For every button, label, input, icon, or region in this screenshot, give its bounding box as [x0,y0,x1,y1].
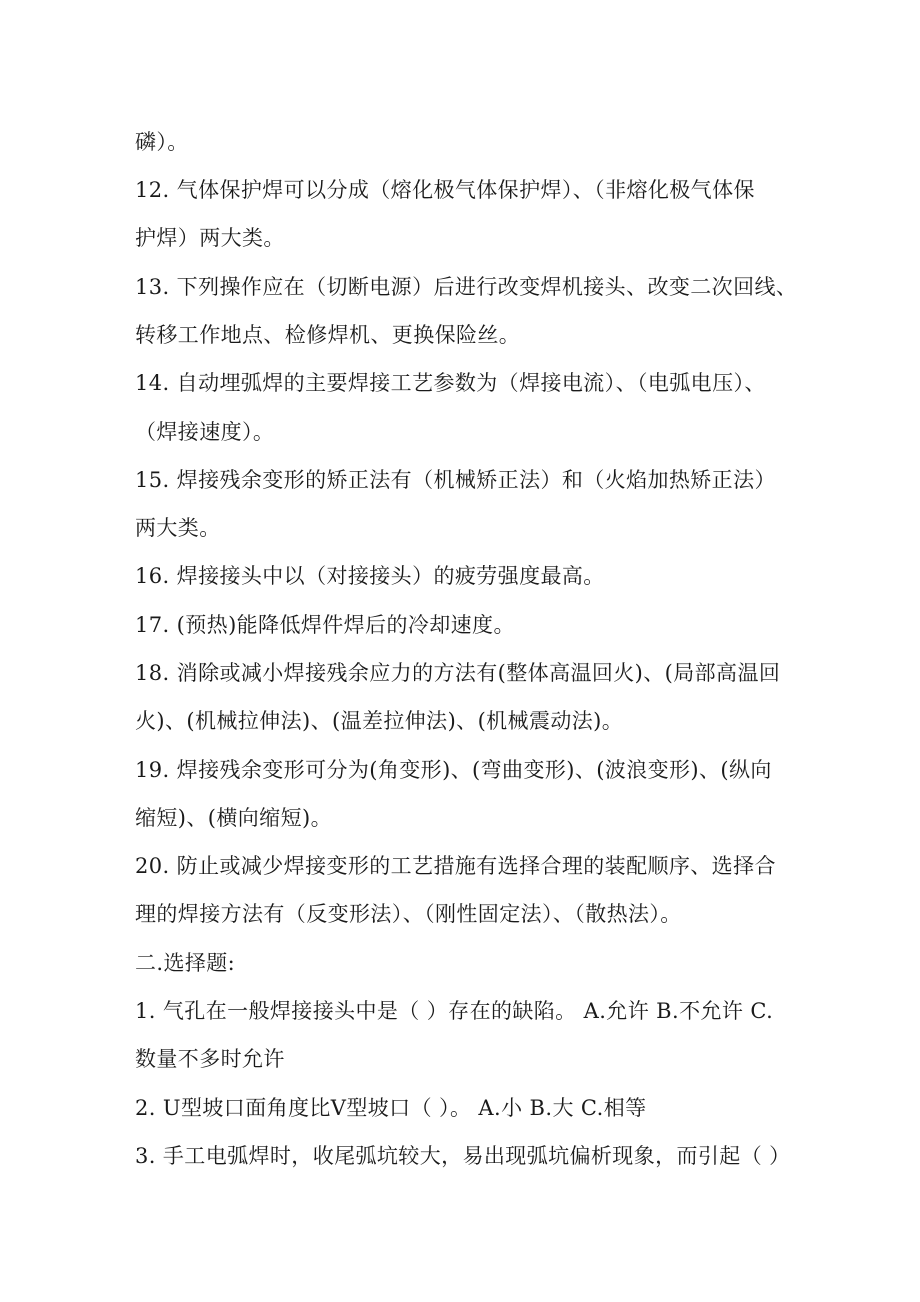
text-line: 理的焊接方法有（反变形法）、（刚性固定法）、（散热法）。 [135,902,682,926]
text-line: 火)、(机械拉伸法)、(温差拉伸法)、(机械震动法)。 [135,709,624,733]
text-line: 19. 焊接残余变形可分为(角变形)、(弯曲变形)、(波浪变形)、(纵向 [135,758,772,782]
text-line: 两大类。 [135,516,221,540]
text-line: 1. 气孔在一般焊接接头中是（ ）存在的缺陷。 A.允许 B.不允许 C. [135,999,774,1023]
text-line: 磷）。 [135,130,189,154]
text-line: （焊接速度）。 [135,420,275,444]
text-line: 15. 焊接残余变形的矫正法有（机械矫正法）和（火焰加热矫正法） [135,468,776,492]
text-line: 14. 自动埋弧焊的主要焊接工艺参数为（焊接电流）、（电弧电压）、 [135,371,766,395]
text-line: 13. 下列操作应在（切断电源）后进行改变焊机接头、改变二次回线、 [135,275,798,299]
text-line: 缩短)、(横向缩短)。 [135,806,332,830]
text-line: 20. 防止或减少焊接变形的工艺措施有选择合理的装配顺序、选择合 [135,854,776,878]
text-line: 18. 消除或减小焊接残余应力的方法有(整体高温回火)、(局部高温回 [135,661,781,685]
text-line: 17. (预热)能降低焊件焊后的冷却速度。 [135,613,515,637]
text-line: 转移工作地点、检修焊机、更换保险丝。 [135,323,521,347]
text-line: 16. 焊接接头中以（对接接头）的疲劳强度最高。 [135,564,605,588]
text-line: 数量不多时允许 [135,1047,285,1071]
text-line: 12. 气体保护焊可以分成（熔化极气体保护焊）、（非熔化极气体保 [135,178,755,202]
section-heading: 二.选择题: [135,951,236,975]
text-line: 护焊）两大类。 [135,226,285,250]
text-line: 3. 手工电弧焊时，收尾弧坑较大，易出现弧坑偏析现象，而引起（ ） [135,1144,791,1168]
text-line: 2. U型坡口面角度比V型坡口（ ）。 A.小 B.大 C.相等 [135,1096,647,1120]
